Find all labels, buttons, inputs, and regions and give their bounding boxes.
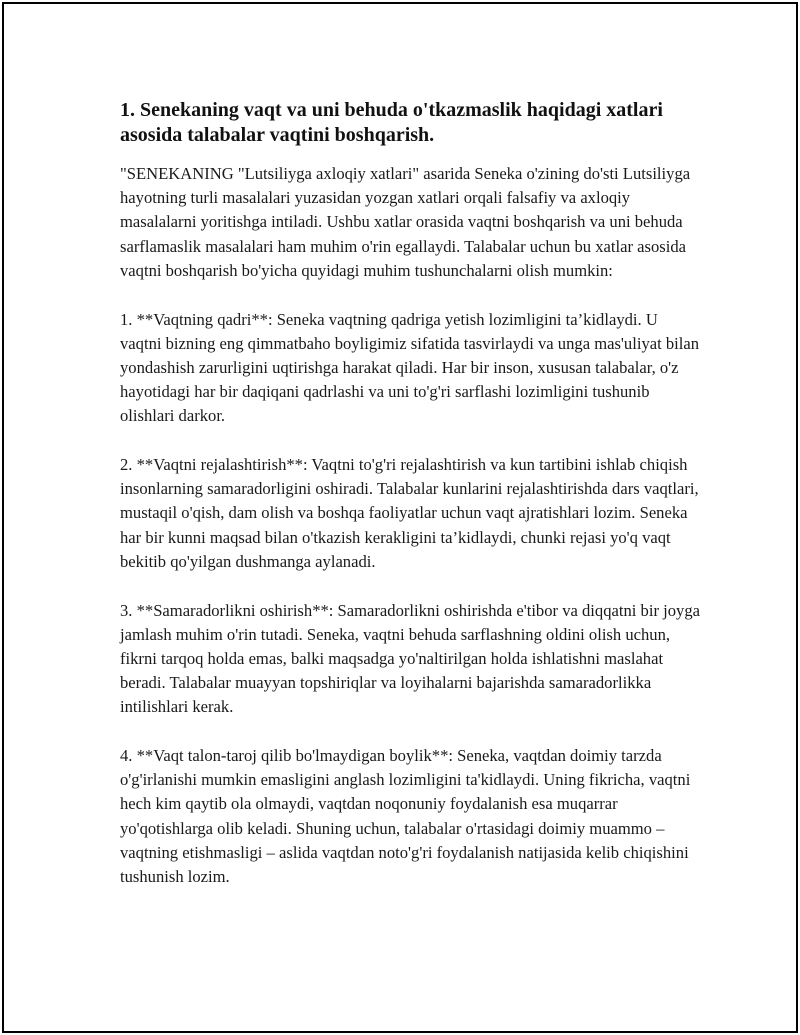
- point-4-paragraph: 4. **Vaqt talon-taroj qilib bo'lmaydigan boylik**: Seneka, vaqtdan doimiy tarzda o'g'irlanishi mumkin emasligini anglash lozimligini ta'kidlaydi. Uning fikricha, vaqtni hech kim qaytib ola olmaydi, vaqtdan noqonuniy foydalanish esa muqarrar yo'qotishlarga olib keladi. Shuning uchun, talabalar o'rtasidagi doimiy muammo – vaqtning etishmasligi – aslida vaqtdan noto'g'ri foydalanish natijasida kelib chiqishini tushunish lozim.: [120, 746, 691, 887]
- document-heading: 1. Senekaning vaqt va uni behuda o'tkazmaslik haqidagi xatlari asosida talabalar vaqtini boshqarish.: [120, 99, 663, 146]
- point-2-paragraph: 2. **Vaqtni rejalashtirish**: Vaqtni to'g'ri rejalashtirish va kun tartibini ishlab chiqish insonlarning samaradorligini oshiradi. Talabalar kunlarini rejalashtirishda dars vaqtlari, mustaqil o'qish, dam olish va boshqa faoliyatlar uchun vaqt ajratishlari lozim. Seneka har bir kunni maqsad bilan o'tkazish kerakligini ta’kidlaydi, chunki rejasi yo'q vaqt bekitib qo'yilgan dushmanga aylanadi.: [120, 455, 699, 571]
- page-frame: [2, 2, 798, 1033]
- point-1-paragraph: 1. **Vaqtning qadri**: Seneka vaqtning qadriga yetish lozimligini ta’kidlaydi. U vaqtni bizning eng qimmatbaho boyligimiz sifatida tasvirlaydi va unga mas'uliyat bilan yondashish zarurligini uqtirishga harakat qiladi. Har bir inson, xususan talabalar, o'z hayotidagi har bir daqiqani qadrlashi va uni to'g'ri sarflashi lozimligini tushunib olishlari darkor.: [120, 309, 700, 426]
- point-3-paragraph: 3. **Samaradorlikni oshirish**: Samaradorlikni oshirishda e'tibor va diqqatni bir joyga jamlash muhim o'rin tutadi. Seneka, vaqtni behuda sarflashning oldini olish uchun, fikrni tarqoq holda emas, balki maqsadga yo'naltirilgan holda ishlatishni maslahat beradi. Talabalar muayyan topshiriqlar va loyihalarni bajarishda samaradorlikka intilishlari kerak.: [120, 600, 700, 717]
- intro-paragraph: "SENEKANING "Lutsiliyga axloqiy xatlari" asarida Seneka o'zining do'sti Lutsiliyga hayotning turli masalalari yuzasidan yozgan xatlari orqali falsafiy va axloqiy masalalarni yoritishga intiladi. Ushbu xatlar orasida vaqtni boshqarish va uni behuda sarflamaslik masalalari ham muhim o'rin egallaydi. Talabalar uchun bu xatlar asosida vaqtni boshqarish bo'yicha quyidagi muhim tushunchalarni olish mumkin:: [120, 164, 691, 280]
- document-body: [120, 98, 700, 914]
